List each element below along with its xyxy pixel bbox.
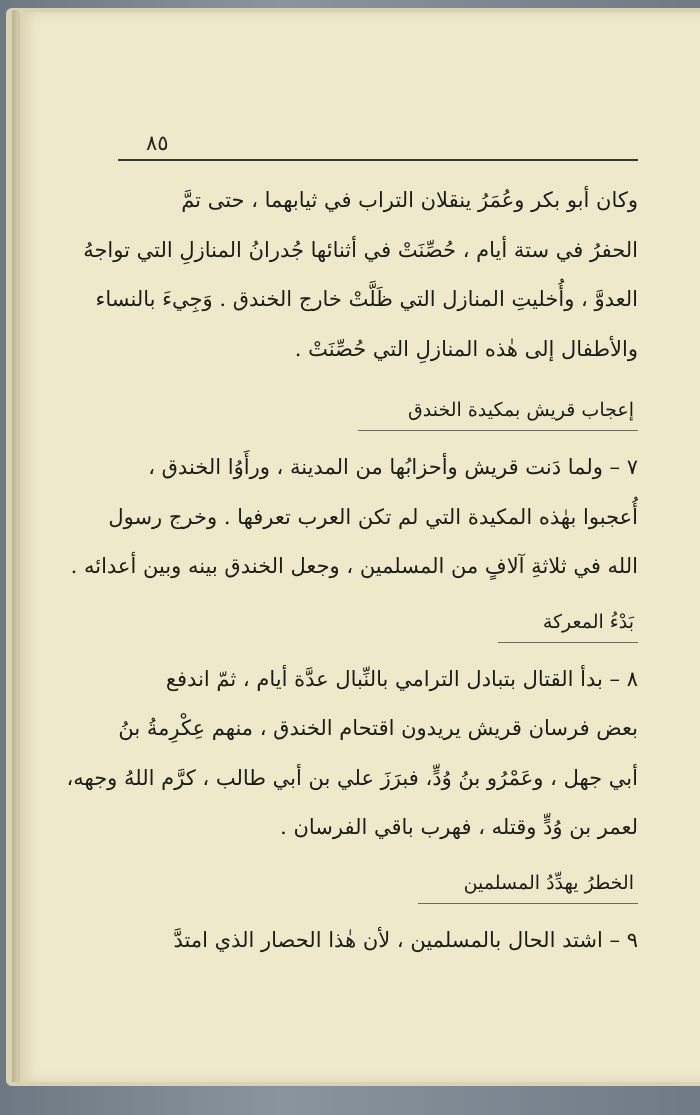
text-line: ٧ – ولما دَنت قريش وأحزابُها من المدينة ، ورأَوُا الخندق ،	[148, 455, 638, 479]
text-line: والأطفال إلى هٰذه المنازلِ التي حُصِّنَتْ .	[294, 336, 638, 361]
section-7-body	[70, 443, 638, 592]
header-rule	[118, 159, 638, 161]
text-line: ٨ – بدأ القتال بتبادل الترامي بالنِّبال عدَّة أيام ، ثمّ اندفع	[165, 666, 638, 691]
text-line: الله في ثلاثةِ آلافٍ من المسلمين ، وجعل الخندق بينه وبين أعدائه .	[70, 554, 638, 578]
paragraph-1	[83, 176, 638, 374]
page-body	[66, 176, 638, 965]
heading-rule	[498, 642, 638, 643]
heading-rule	[418, 903, 638, 904]
section-heading-9: الخطرُ يهدِّدُ المسلمين	[463, 871, 634, 894]
text-line: الحفرُ في ستة أيام ، حُصِّنَتْ في أثنائها جُدرانُ المنازلِ التي تواجهُ	[83, 237, 638, 262]
section-8-body	[66, 655, 638, 853]
section-heading-7: إعجاب قريش بمكيدة الخندق	[408, 399, 634, 421]
text-line: لعمر بن وُدٍّ وقتله ، فهرب باقي الفرسان .	[280, 815, 638, 839]
text-line: العدوَّ ، وأُخليتِ المنازل التي ظَلَّتْ خارج الخندق . وَجِيءَ بالنساء	[95, 287, 638, 311]
text-line: وكان أبو بكر وعُمَرُ ينقلان التراب في ثيابهما ، حتى تمَّ	[181, 188, 638, 212]
text-line: ٩ – اشتد الحال بالمسلمين ، لأن هٰذا الحصار الذي امتدَّ	[173, 927, 638, 952]
section-9-body	[108, 916, 638, 966]
text-line: بعض فرسان قريش يريدون اقتحام الخندق ، منهم عِكْرِمةُ بنُ	[118, 716, 638, 740]
section-heading-8: بَدْءُ المعركة	[542, 610, 634, 633]
text-line: أبي جهل ، وعَمْرُو بنُ وُدٍّ، فبرَزَ علي بن أبي طالب ، كرَّم اللهُ وجهه،	[66, 765, 638, 790]
page-number: ٨٥	[146, 131, 169, 155]
heading-rule	[358, 430, 638, 431]
text-line: أُعجبوا بهٰذه المكيدة التي لم تكن العرب تعرفها . وخرج رسول	[108, 504, 638, 529]
